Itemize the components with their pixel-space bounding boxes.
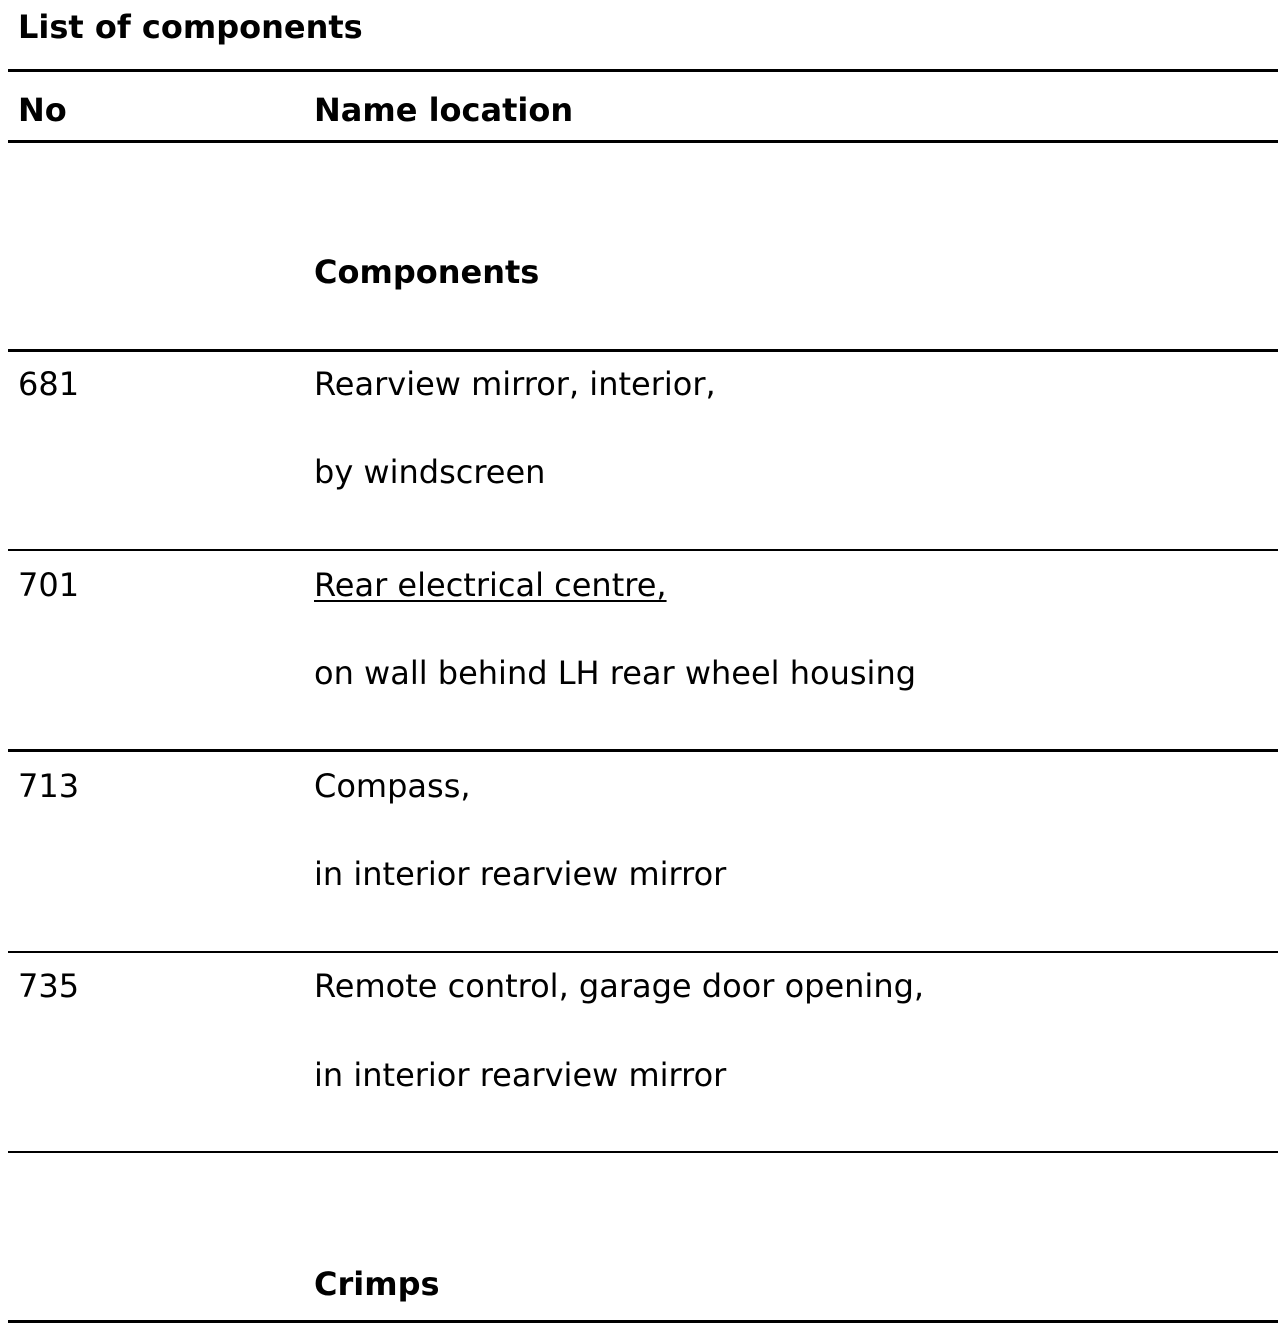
header-no: No	[18, 91, 67, 129]
section-heading-components: Components	[314, 253, 540, 291]
row-number: 701	[18, 566, 80, 604]
row-separator	[8, 349, 1278, 352]
row-location: on wall behind LH rear wheel housing	[314, 654, 917, 692]
row-number: 735	[18, 967, 80, 1005]
header-name-location: Name location	[314, 91, 574, 129]
row-name: Remote control, garage door opening,	[314, 967, 925, 1005]
row-separator	[8, 749, 1278, 752]
row-name: Compass,	[314, 767, 471, 805]
section-heading-crimps: Crimps	[314, 1265, 440, 1303]
row-separator	[8, 549, 1278, 551]
row-location: in interior rearview mirror	[314, 1056, 727, 1094]
row-separator	[8, 1151, 1278, 1153]
row-location: by windscreen	[314, 453, 546, 491]
header-bottom-rule	[8, 140, 1278, 143]
row-separator	[8, 951, 1278, 953]
header-top-rule	[8, 69, 1278, 72]
row-name-link[interactable]: Rear electrical centre,	[314, 566, 667, 604]
section-bottom-rule	[8, 1320, 1278, 1323]
document-title: List of components	[18, 8, 363, 46]
row-number: 681	[18, 365, 80, 403]
row-number: 713	[18, 767, 80, 805]
row-name: Rearview mirror, interior,	[314, 365, 716, 403]
row-location: in interior rearview mirror	[314, 855, 727, 893]
